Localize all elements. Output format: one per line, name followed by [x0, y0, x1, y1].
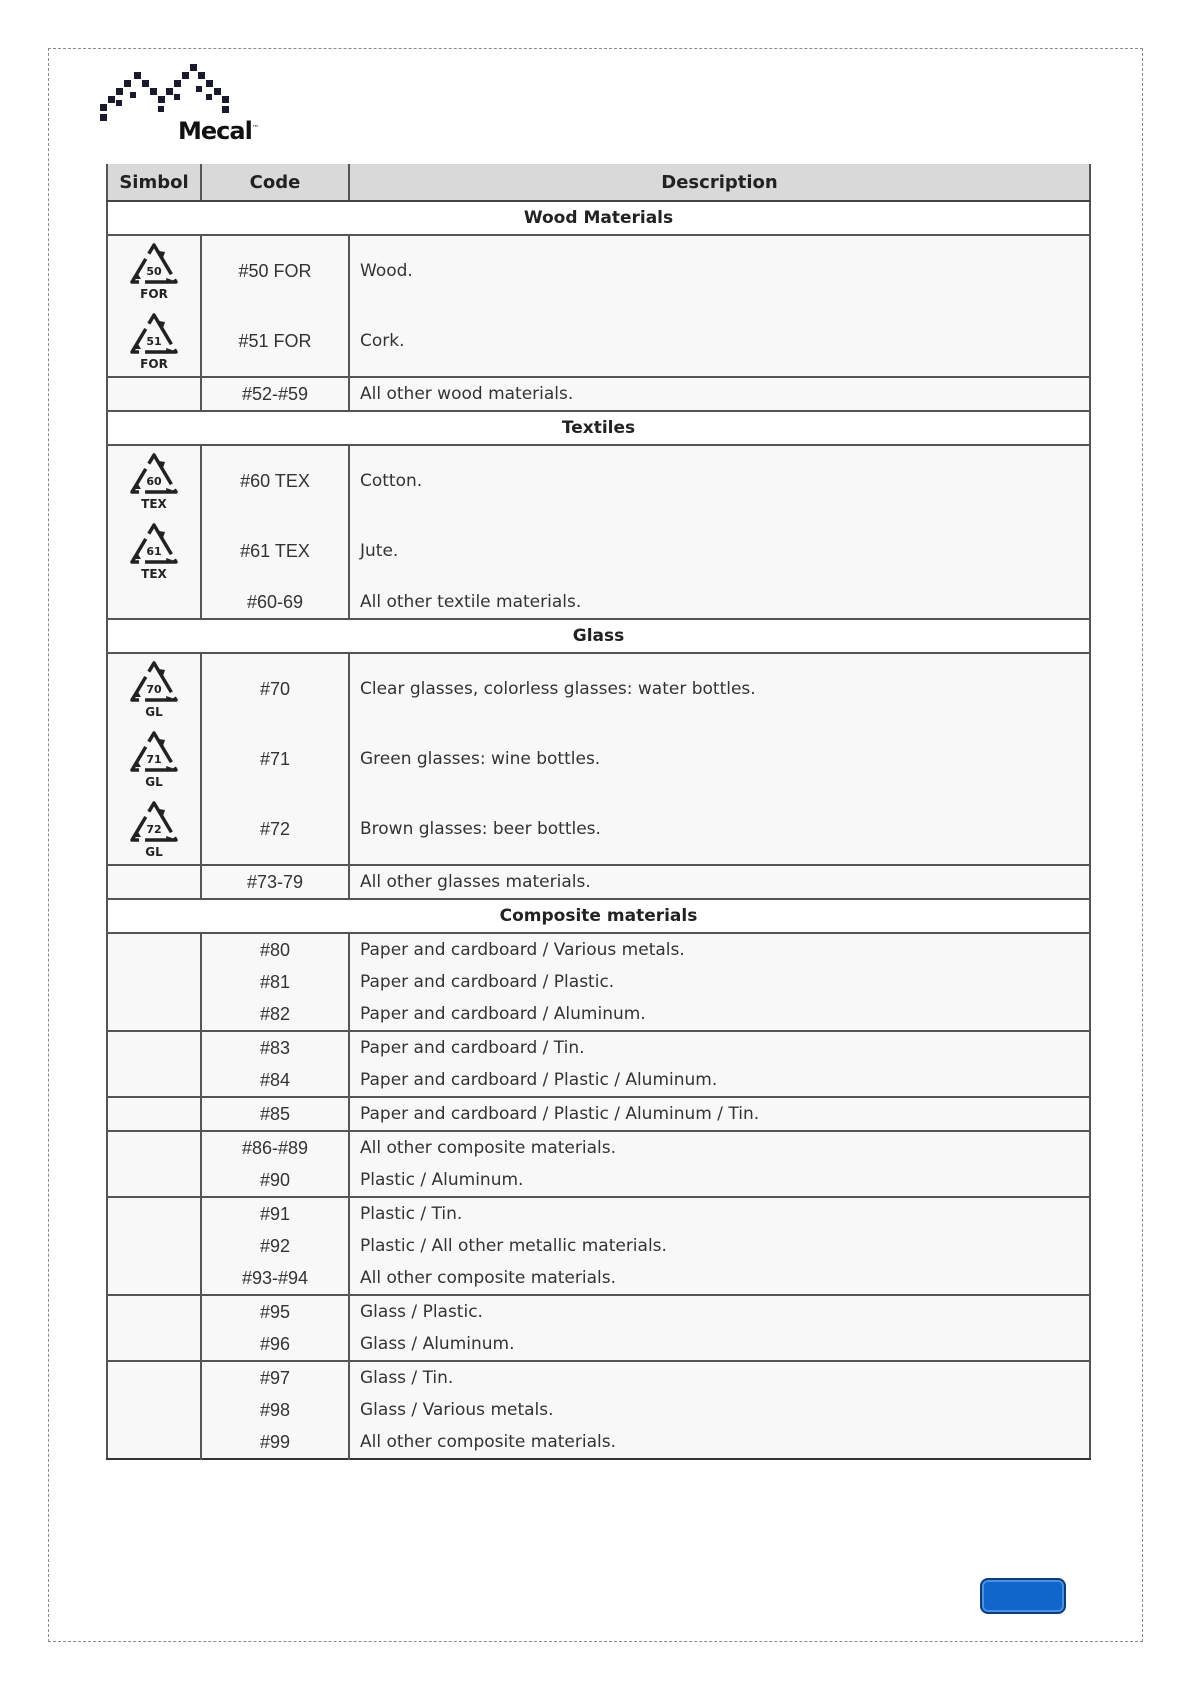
code-cell: #91: [201, 1197, 349, 1230]
recycle-icon: [126, 450, 182, 512]
symbol-cell: [107, 1097, 201, 1131]
table-row: [107, 998, 1090, 1031]
description-cell: Wood.: [349, 235, 1090, 306]
recycle-icon: [126, 520, 182, 582]
section-row: [107, 411, 1090, 445]
description-cell: Clear glasses, colorless glasses: water bottles.: [349, 653, 1090, 724]
symbol-cell: [107, 306, 201, 377]
code-cell: #90: [201, 1164, 349, 1197]
code-cell: #95: [201, 1295, 349, 1328]
table-row: [107, 586, 1090, 619]
description-cell: Glass / Tin.: [349, 1361, 1090, 1394]
code-cell: #82: [201, 998, 349, 1031]
recycle-number: 70: [146, 683, 162, 696]
symbol-cell: [107, 1197, 201, 1230]
description-cell: Paper and cardboard / Plastic.: [349, 966, 1090, 998]
table-row: [107, 724, 1090, 794]
code-cell: #92: [201, 1230, 349, 1262]
description-cell: Paper and cardboard / Aluminum.: [349, 998, 1090, 1031]
recycle-abbreviation: FOR: [140, 357, 168, 371]
description-cell: Cotton.: [349, 445, 1090, 516]
header-code: Code: [201, 164, 349, 201]
recycle-abbreviation: TEX: [141, 567, 167, 581]
table-row: [107, 1064, 1090, 1097]
symbol-cell: [107, 1131, 201, 1164]
description-cell: All other composite materials.: [349, 1131, 1090, 1164]
recycle-number: 61: [146, 545, 162, 558]
description-cell: All other wood materials.: [349, 377, 1090, 411]
recycle-icon: [126, 728, 182, 790]
table-row: [107, 794, 1090, 865]
code-cell: #98: [201, 1394, 349, 1426]
section-row: [107, 899, 1090, 933]
header-symbol: Simbol: [107, 164, 201, 201]
recycle-icon: [126, 658, 182, 720]
recycle-abbreviation: TEX: [141, 497, 167, 511]
symbol-cell: [107, 966, 201, 998]
symbol-cell: [107, 998, 201, 1031]
table-row: [107, 1426, 1090, 1459]
table-row: [107, 1031, 1090, 1064]
description-cell: All other textile materials.: [349, 586, 1090, 619]
code-cell: #71: [201, 724, 349, 794]
table-row: [107, 235, 1090, 306]
symbol-cell: [107, 1295, 201, 1328]
description-cell: All other composite materials.: [349, 1426, 1090, 1459]
recycle-abbreviation: FOR: [140, 287, 168, 301]
description-cell: All other glasses materials.: [349, 865, 1090, 899]
code-cell: #60 TEX: [201, 445, 349, 516]
description-cell: Glass / Aluminum.: [349, 1328, 1090, 1361]
code-cell: #96: [201, 1328, 349, 1361]
code-cell: #72: [201, 794, 349, 865]
table-row: [107, 1131, 1090, 1164]
blue-button[interactable]: [980, 1578, 1066, 1614]
recycle-abbreviation: GL: [145, 775, 163, 789]
code-cell: #81: [201, 966, 349, 998]
symbol-cell: [107, 1031, 201, 1064]
symbol-cell: [107, 1164, 201, 1197]
table-row: [107, 933, 1090, 966]
code-cell: #80: [201, 933, 349, 966]
material-codes-table: [106, 164, 1091, 1460]
description-cell: Plastic / All other metallic materials.: [349, 1230, 1090, 1262]
symbol-cell: [107, 586, 201, 619]
section-glass: Glass: [107, 619, 1090, 653]
code-cell: #61 TEX: [201, 516, 349, 586]
table-row: [107, 1361, 1090, 1394]
description-cell: Glass / Plastic.: [349, 1295, 1090, 1328]
symbol-cell: [107, 1426, 201, 1459]
mecal-logo: [100, 64, 260, 154]
table-row: [107, 1197, 1090, 1230]
table-row: [107, 1394, 1090, 1426]
description-cell: Green glasses: wine bottles.: [349, 724, 1090, 794]
table-row: [107, 516, 1090, 586]
recycle-icon: [126, 240, 182, 302]
description-cell: Paper and cardboard / Plastic / Aluminum / Tin.: [349, 1097, 1090, 1131]
code-cell: #99: [201, 1426, 349, 1459]
table-row: [107, 306, 1090, 377]
description-cell: Plastic / Tin.: [349, 1197, 1090, 1230]
symbol-cell: [107, 1230, 201, 1262]
table-row: [107, 1230, 1090, 1262]
recycle-abbreviation: GL: [145, 705, 163, 719]
symbol-cell: [107, 865, 201, 899]
table-row: [107, 1262, 1090, 1295]
table-row: [107, 966, 1090, 998]
code-cell: #51 FOR: [201, 306, 349, 377]
symbol-cell: [107, 653, 201, 724]
code-cell: #73-79: [201, 865, 349, 899]
code-cell: #93-#94: [201, 1262, 349, 1295]
symbol-cell: [107, 1394, 201, 1426]
code-cell: #83: [201, 1031, 349, 1064]
section-row: [107, 619, 1090, 653]
table-row: [107, 653, 1090, 724]
description-cell: All other composite materials.: [349, 1262, 1090, 1295]
description-cell: Cork.: [349, 306, 1090, 377]
table-header-row: [107, 164, 1090, 201]
description-cell: Brown glasses: beer bottles.: [349, 794, 1090, 865]
code-cell: #70: [201, 653, 349, 724]
section-composite: Composite materials: [107, 899, 1090, 933]
description-cell: Paper and cardboard / Various metals.: [349, 933, 1090, 966]
symbol-cell: [107, 724, 201, 794]
logo-pixel-mark: [100, 64, 260, 124]
symbol-cell: [107, 933, 201, 966]
recycle-icon: [126, 310, 182, 372]
recycle-number: 60: [146, 475, 162, 488]
symbol-cell: [107, 1328, 201, 1361]
code-cell: #60-69: [201, 586, 349, 619]
recycle-abbreviation: GL: [145, 845, 163, 859]
logo-wordmark: Mecal™: [178, 117, 258, 145]
header-description: Description: [349, 164, 1090, 201]
code-cell: #50 FOR: [201, 235, 349, 306]
description-cell: Plastic / Aluminum.: [349, 1164, 1090, 1197]
symbol-cell: [107, 1361, 201, 1394]
recycle-number: 71: [146, 753, 162, 766]
recycle-number: 72: [146, 823, 162, 836]
table-row: [107, 1164, 1090, 1197]
code-cell: #86-#89: [201, 1131, 349, 1164]
code-cell: #84: [201, 1064, 349, 1097]
symbol-cell: [107, 377, 201, 411]
description-cell: Paper and cardboard / Plastic / Aluminum.: [349, 1064, 1090, 1097]
table-row: [107, 865, 1090, 899]
code-cell: #52-#59: [201, 377, 349, 411]
symbol-cell: [107, 1262, 201, 1295]
recycle-icon: [126, 798, 182, 860]
symbol-cell: [107, 445, 201, 516]
table-row: [107, 1295, 1090, 1328]
code-cell: #85: [201, 1097, 349, 1131]
symbol-cell: [107, 1064, 201, 1097]
table-row: [107, 377, 1090, 411]
table-row: [107, 1097, 1090, 1131]
description-cell: Paper and cardboard / Tin.: [349, 1031, 1090, 1064]
code-cell: #97: [201, 1361, 349, 1394]
description-cell: Glass / Various metals.: [349, 1394, 1090, 1426]
section-row: [107, 201, 1090, 235]
section-wood: Wood Materials: [107, 201, 1090, 235]
recycle-number: 51: [146, 335, 162, 348]
recycle-number: 50: [146, 265, 162, 278]
table-row: [107, 1328, 1090, 1361]
symbol-cell: [107, 794, 201, 865]
table-row: [107, 445, 1090, 516]
symbol-cell: [107, 235, 201, 306]
description-cell: Jute.: [349, 516, 1090, 586]
section-textiles: Textiles: [107, 411, 1090, 445]
symbol-cell: [107, 516, 201, 586]
